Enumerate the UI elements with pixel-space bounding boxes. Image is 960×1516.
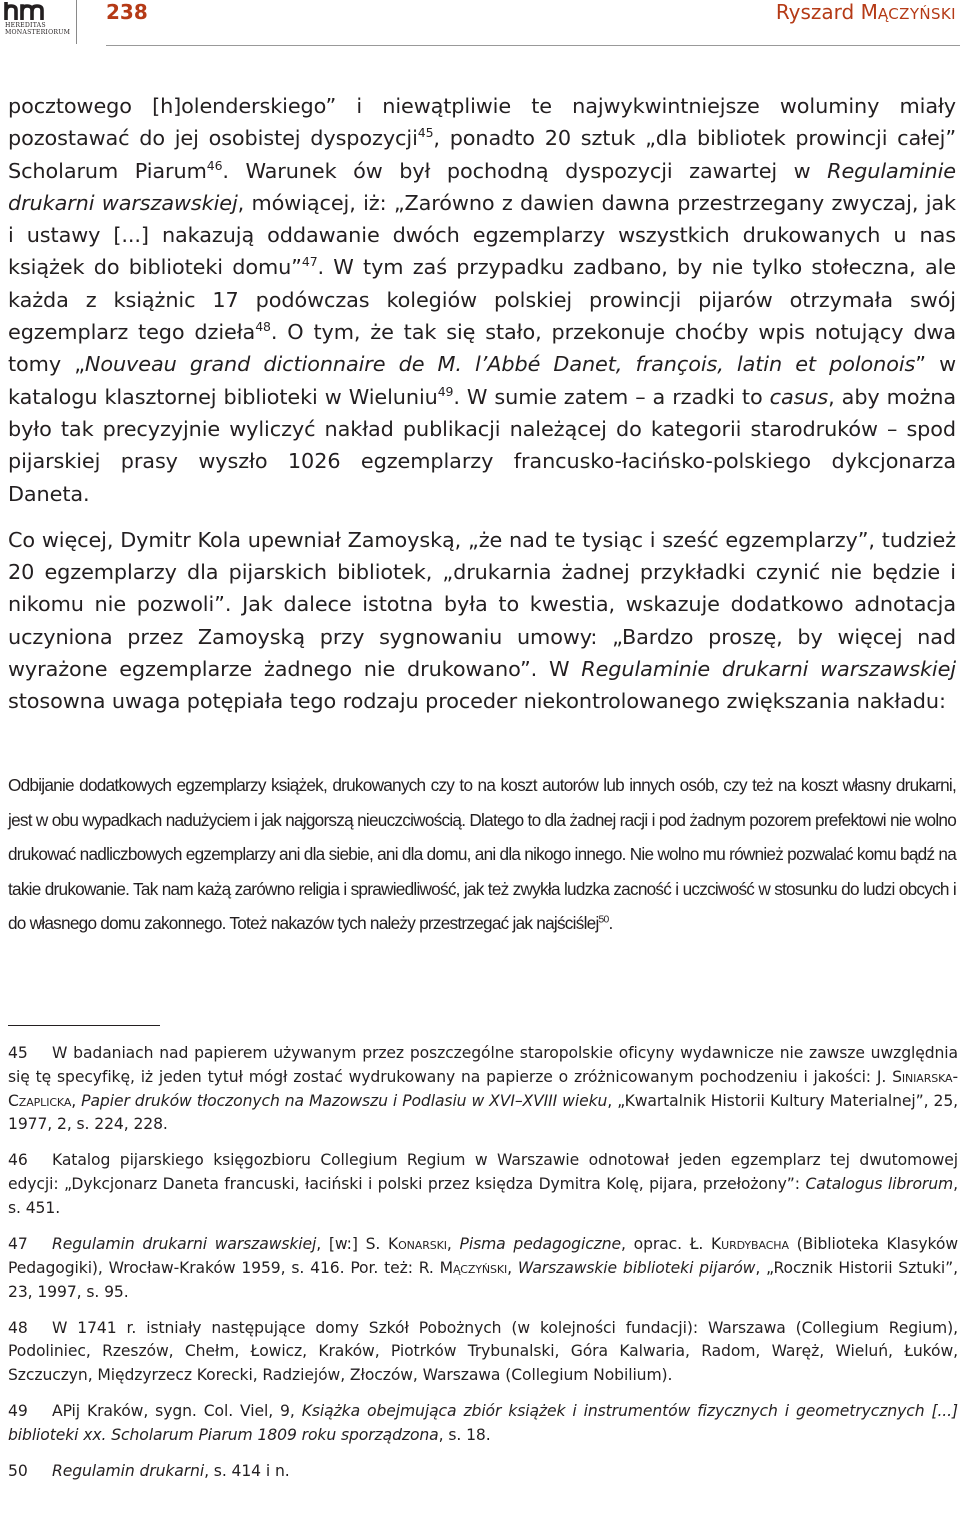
text: ” w katalogu klasztornej biblioteki w Wieluniu <box>8 352 956 409</box>
author-first: Ryszard <box>775 0 855 24</box>
italic-title: Regulamin drukarni warszawskiej <box>52 1234 317 1253</box>
footnote-48 <box>8 1317 958 1388</box>
block-quote <box>8 768 956 941</box>
text: Katalog pijarskiego księgozbioru Collegium Regium w Warszawie odnotował jeden egzemplarz tej dwutomowej edycji: „Dykcjonarz Daneta francuski, łaciński i polski przez księdza Dymitra Kolę, pijara, przełożony”: <box>8 1151 958 1194</box>
footnote-number: 46 <box>8 1151 28 1170</box>
footnotes <box>8 1042 958 1496</box>
footnote-separator <box>8 1025 160 1026</box>
author-initial: M <box>860 0 878 24</box>
logo-text <box>5 22 70 36</box>
text: , <box>71 1091 82 1110</box>
text: Co więcej, Dymitr Kola upewniał Zamoyską, „że nad te tysiąc i sześć egzemplarzy”, tudzież 20 egzemplarzy dla pijarskich bibliotek, „drukarnia żadnej przykładki czynić nie będzie i nikomu nie pozwoli”. Jak dalece istotna była to kwestia, wskazuje dodatkowo adnotacja uczyniona przez Zamoyską przy sygnowaniu umowy: „Bardzo proszę, by więcej nad wyrażone egzemplarze żadnego nie drukowano”. W <box>8 527 956 682</box>
footnote-number: 49 <box>8 1402 28 1421</box>
running-head-author <box>776 0 956 26</box>
text: . <box>608 913 613 933</box>
footnote-45 <box>8 1042 958 1137</box>
text: , s. 18. <box>438 1425 491 1444</box>
italic-title: Nouveau grand dictionnaire de M. l’Abbé Danet, françois, latin et polonois <box>84 352 916 377</box>
text: , mówiącej, iż: „Zarówno z dawien dawna przestrzegany zwyczaj, jak i ustawy [...] nakazują oddawanie dwóch egzemplarzy wszystkich drukowanych u nas książek do biblioteki domu” <box>8 190 956 280</box>
text: , [w:] S. <box>316 1234 388 1253</box>
author-name: Konarski <box>387 1234 447 1253</box>
text: , „Rocznik Historii Sztuki”, 23, 1997, s. 95. <box>8 1258 958 1301</box>
footnote-ref[interactable]: 45 <box>417 125 434 141</box>
italic-title: Pisma pedagogiczne <box>459 1234 622 1253</box>
text: , ponadto 20 sztuk „dla bibliotek prowincji całej” Scholarum Piarum <box>8 126 956 183</box>
author-name: Siniarska-Czaplicka <box>8 1067 958 1110</box>
paragraph-1 <box>8 90 956 510</box>
journal-logo <box>4 2 71 42</box>
italic-title: Catalogus librorum <box>805 1175 954 1194</box>
footnote-ref[interactable]: 48 <box>255 319 271 335</box>
footnote-50 <box>8 1460 958 1484</box>
text: pocztowego [h]olenderskiego” i niewątpliwie te najwykwintniejsze woluminy miały pozostawać do jej osobistej dyspozycji <box>8 94 956 151</box>
footnote-49 <box>8 1400 958 1448</box>
footnote-ref[interactable]: 49 <box>437 383 454 399</box>
text: , „Kwartalnik Historii Kultury Materialnej”, 25, 1977, 2, s. 224, 228. <box>8 1091 958 1134</box>
text: APij Kraków, sygn. Col. Viel, 9, <box>52 1402 302 1421</box>
main-text <box>8 90 956 718</box>
text: Odbijanie dodatkowych egzemplarzy książek, drukowanych czy to na koszt autorów lub innych osób, czy też na koszt własny drukarni, jest w obu wypadkach nadużyciem i jak najgorszą nieuczciwością. Dlatego to dla żadnej racji i pod żadnym pozorem prefektowi nie wolno drukować nadliczbowych egzemplarzy ani dla siebie, ani dla domu, ani dla nikogo innego. Nie wolno mu również pozwalać komu bądź na takie drukowanie. Tak nam każą zarówno religia i sprawiedliwość, jak też zwykła ludzka zacność i uczciwość w stosunku do ludzi obcych i do własnego domu zakonnego. Toteż nakazów tych należy przestrzegać jak najściślej <box>8 775 956 933</box>
italic-title: Regulamin drukarni <box>52 1461 205 1480</box>
text: , <box>446 1234 460 1253</box>
footnote-ref[interactable]: 50 <box>598 914 609 926</box>
author-name: Kurdybacha <box>711 1234 789 1253</box>
footnote-ref[interactable]: 47 <box>301 254 318 270</box>
text: . W tym zaś przypadku zadbano, by nie tylko stołeczna, ale każda z książnic 17 podówczas kolegiów polskiej prowincji pijarów otrzymała swój egzemplarz tego dzieła <box>8 255 956 345</box>
text: , oprac. Ł. <box>621 1234 712 1253</box>
text: W 1741 r. istniały następujące domy Szkół Pobożnych (w kolejności fundacji): Warszawa (Collegium Regium), Podoliniec, Rzeszów, Chełm, Łowicz, Kraków, Piotrków Trybunalski, Góra Kalwaria, Radom, Waręż, Wieluń, Łuków, Szczuczyn, Międzyrzecz Korecki, Radziejów, Złoczów, Warszawa (Collegium Nobilium). <box>8 1318 958 1385</box>
footnote-47 <box>8 1233 958 1304</box>
logo-line1: HEREDITAS <box>5 22 46 29</box>
italic-title: Książka obejmująca zbiór książek i instrumentów fizycznych i geometrycznych [...] biblioteki xx. Scholarum Piarum 1809 roku sporządzona <box>8 1402 958 1444</box>
hm-logo-icon <box>4 2 62 20</box>
page-number: 238 <box>106 0 148 24</box>
italic-title: Regulaminie drukarni warszawskiej <box>581 657 956 682</box>
footnote-46 <box>8 1149 958 1220</box>
text: (Biblioteka Klasyków Pedagogiki), Wrocław-Kraków 1959, s. 416. Por. też: R. <box>8 1234 958 1277</box>
footnote-number: 45 <box>8 1044 28 1062</box>
text: , s. 451. <box>8 1175 958 1217</box>
text: , <box>507 1258 518 1277</box>
text: , aby można było tak precyzyjnie wyliczyć nakład publikacji należącej do kategorii starodruków – spod pijarskiej prasy wyszło 1026 egzemplarzy francusko-łacińsko-polskiego dykcjonarza Daneta. <box>8 384 956 506</box>
header-rule <box>106 45 960 46</box>
paragraph-2 <box>8 524 956 718</box>
author-rest: ĄCZYŃSKI <box>877 5 956 23</box>
italic-title: Papier druków tłoczonych na Mazowszu i Podlasiu w XVI–XVIII wieku <box>81 1091 608 1110</box>
quote-text <box>8 768 956 941</box>
author-name: Mączyński <box>439 1258 508 1277</box>
page-header <box>0 0 960 46</box>
italic-title: Regulaminie drukarni warszawskiej <box>8 158 956 215</box>
text: stosowna uwaga potępiała tego rodzaju proceder niekontrolowanego zwiększania nakładu: <box>8 689 946 714</box>
footnote-ref[interactable]: 46 <box>206 157 223 173</box>
text: , s. 414 i n. <box>204 1461 290 1480</box>
text: . O tym, że tak się stało, przekonuje choćby wpis notujący dwa tomy „ <box>8 320 956 377</box>
text: . W sumie zatem – a rzadki to <box>453 384 770 409</box>
logo-line2: MONASTERIORUM <box>5 29 71 36</box>
text: . Warunek ów był pochodną dyspozycji zawartej w <box>222 158 828 183</box>
footnote-number: 50 <box>8 1461 28 1480</box>
footnote-number: 47 <box>8 1234 28 1253</box>
italic-title: Warszawskie biblioteki pijarów <box>517 1258 756 1277</box>
footnote-number: 48 <box>8 1318 28 1337</box>
header-divider <box>76 0 77 44</box>
text: W badaniach nad papierem używanym przez poszczególne staropolskie oficyny wydawnicze nie zawsze uwzględnia się tę specyfikę, iż jeden tytuł mógł zostać wydrukowany na papierze o zróżnicowanym pochodzeniu i jakości: J. <box>8 1044 958 1086</box>
italic-term: casus <box>769 384 829 409</box>
